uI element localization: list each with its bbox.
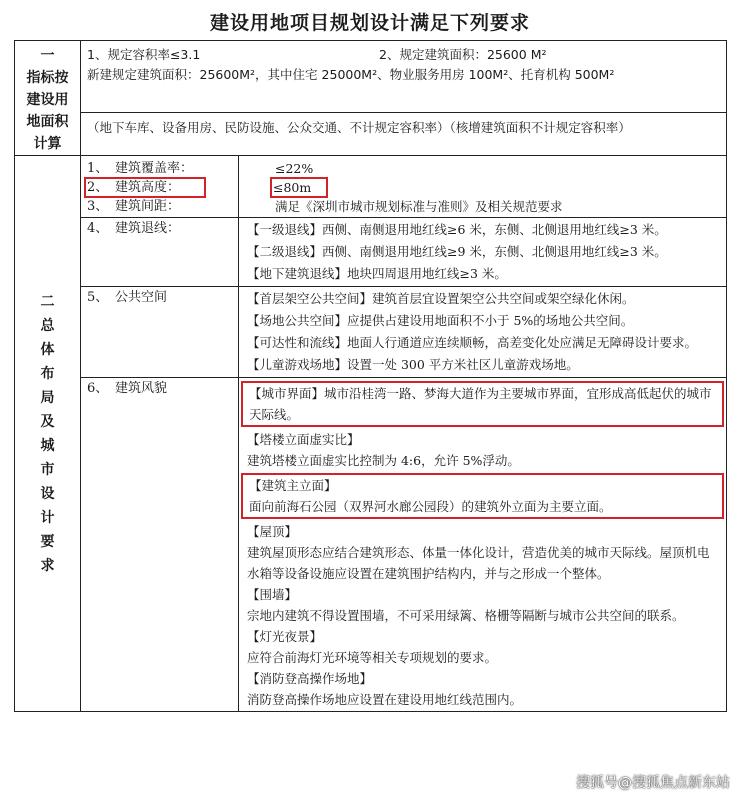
style-name: 6、 建筑风貌 <box>81 378 239 712</box>
row-coverage-name: 1、 建筑覆盖率： 2、 建筑高度： 3、 建筑间距： <box>81 156 239 218</box>
main-facade-highlight: 【建筑主立面】 面向前海石公园（双界河水廊公园段）的建筑外立面为主要立面。 <box>241 473 724 519</box>
public-space-name: 5、 公共空间 <box>81 287 239 378</box>
far-area-highlight <box>81 41 727 113</box>
coverage-value: ≤22% <box>275 161 314 176</box>
style-body: 【城市界面】城市沿桂湾一路、梦海大道作为主要城市界面，宜形成高低起伏的城市天际线。 【塔楼立面虚实比】 建筑塔楼立面虚实比控制为 4:6，允许 5%浮动。 【建筑主立面】 面向前海石公园（双界河水廊公园段）的建筑外立面为主要立面。 【屋顶】 建筑屋顶形态应结合建筑形态、体量一体化设计，营造优美的城市天际线。屋顶机电水箱等设备设施应设置在建筑围护结构内，并与之形成一个整体。 【围墙】 宗地内建筑不得设置围墙，不可采用绿篱、格栅等隔断与城市公共空间的联系。 【灯光夜景】 应符合前海灯光环境等相关专项规划的要求。 【消防登高操作场地】 消防登高操作场地应设置在建设用地红线范围内。 <box>239 378 727 712</box>
exclusion-note: （地下车库、设备用房、民防设施、公众交通、不计规定容积率）（核增建筑面积不计规定容积率） <box>81 112 727 155</box>
setback-body: 【一级退线】西侧、南侧退用地红线≥6 米，东侧、北侧退用地红线≥3 米。 【二级退线】西侧、南侧退用地红线≥9 米，东侧、北侧退用地红线≥3 米。 【地下建筑退线】地块四周退用地红线≥3 米。 <box>239 218 727 287</box>
section2-label: 二 总 体 布 局 及 城 市 设 计 要 求 <box>15 156 81 712</box>
watermark: 搜狐号@搜狐焦点新东站 <box>576 775 730 791</box>
height-value: ≤80m <box>271 178 327 197</box>
public-space-body: 【首层架空公共空间】建筑首层宜设置架空公共空间或架空绿化休闲。 【场地公共空间】应提供占建设用地面积不小于 5%的场地公共空间。 【可达性和流线】地面人行通道应连续顺畅，高差变化处应满足无障碍设计要求。 【儿童游戏场地】设置一处 300 平方米社区儿童游戏场地。 <box>239 287 727 378</box>
area-breakdown: 新建规定建筑面积：25600M²，其中住宅 25000M²、物业服务用房 100M²、托育机构 500M² <box>87 67 615 82</box>
setback-name: 4、 建筑退线： <box>81 218 239 287</box>
document-title: 建设用地项目规划设计满足下列要求 <box>209 12 530 34</box>
far-limit: 1、规定容积率≤3.1 <box>87 47 201 62</box>
building-height-label: 建筑高度： <box>115 180 181 195</box>
requirements-table <box>14 40 727 712</box>
row-values <box>239 156 727 218</box>
city-interface-highlight: 【城市界面】城市沿桂湾一路、梦海大道作为主要城市界面，宜形成高低起伏的城市天际线。 <box>241 381 724 427</box>
spacing-value: 满足《深圳市城市规划标准与准则》及相关规范要求 <box>275 199 563 214</box>
area-limit: 2、规定建筑面积：25600 M² <box>379 47 547 62</box>
section1-label: 一 指标按 建设用 地面积 计算 <box>15 41 81 156</box>
